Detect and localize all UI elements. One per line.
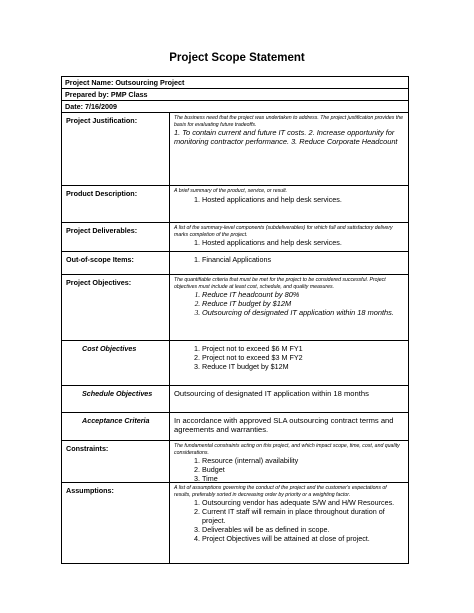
schedule-objectives-text: Outsourcing of designated IT application within 18 months <box>174 389 369 398</box>
acceptance-criteria-label: Acceptance Criteria <box>62 413 170 440</box>
assumptions-row <box>62 483 408 563</box>
list-item: 1. Hosted applications and help desk services. <box>202 195 404 204</box>
list-item: 2. Reduce IT budget by $12M <box>202 299 404 308</box>
list-item: 1. Reduce IT headcount by 80% <box>202 290 404 299</box>
constraints-label: Constraints: <box>62 441 170 482</box>
cost-objectives-value <box>170 341 408 385</box>
project-name-row: Project Name: Outsourcing Project <box>62 77 408 89</box>
deliverables-value <box>170 223 408 251</box>
objectives-label: Project Objectives: <box>62 275 170 340</box>
schedule-objectives-row <box>62 386 408 413</box>
out-of-scope-row <box>62 252 408 275</box>
list-item: 3. Deliverables will be as defined in scope. <box>202 525 404 534</box>
justification-row <box>62 113 408 186</box>
prepared-by-row: Prepared by: PMP Class <box>62 89 408 101</box>
product-row <box>62 186 408 223</box>
list-item: 1. Resource (internal) availability <box>202 456 404 465</box>
deliverables-label: Project Deliverables: <box>62 223 170 251</box>
assumptions-label: Assumptions: <box>62 483 170 563</box>
schedule-objectives-value <box>170 386 408 412</box>
list-item: 4. Project Objectives will be attained at close of project. <box>202 534 404 543</box>
acceptance-criteria-row <box>62 413 408 441</box>
acceptance-criteria-text: In accordance with approved SLA outsourcing contract terms and agreements and warranties. <box>174 416 394 434</box>
objectives-guide: The quantifiable criteria that must be met for the project to be considered successful. Project objectives must include at least cost, schedule, and quality measures. <box>174 277 386 290</box>
cost-objectives-row <box>62 341 408 386</box>
acceptance-criteria-value <box>170 413 408 440</box>
list-item: 3. Time <box>202 474 404 483</box>
product-value <box>170 186 408 222</box>
constraints-guide: The fundamental constraints acting on this project, and which impact scope, time, cost, and quality considerations. <box>174 443 400 456</box>
list-item: 1. Outsourcing vendor has adequate S/W and H/W Resources. <box>202 498 404 507</box>
constraints-row <box>62 441 408 483</box>
scope-statement-table <box>61 76 409 564</box>
objectives-row <box>62 275 408 341</box>
justification-value <box>170 113 408 185</box>
list-item: 2. Current IT staff will remain in place throughout duration of project. <box>202 507 404 525</box>
list-item: 1. Project not to exceed $6 M FY1 <box>202 344 404 353</box>
page-title: Project Scope Statement <box>169 52 305 64</box>
justification-text: 1. To contain current and future IT costs. 2. Increase opportunity for monitoring contractor performance. 3. Reduce Corporate Headcount <box>174 128 398 146</box>
assumptions-value <box>170 483 408 563</box>
justification-label: Project Justification: <box>62 113 170 185</box>
date-row: Date: 7/16/2009 <box>62 101 408 113</box>
product-guide: A brief summary of the product, service, or result. <box>174 188 288 194</box>
product-label: Product Description: <box>62 186 170 222</box>
deliverables-row <box>62 223 408 252</box>
out-of-scope-value <box>170 252 408 274</box>
list-item: 2. Budget <box>202 465 404 474</box>
constraints-value <box>170 441 408 482</box>
list-item: 1. Financial Applications <box>202 255 404 264</box>
list-item: 3. Reduce IT budget by $12M <box>202 362 404 371</box>
deliverables-guide: A list of the summary-level components (subdeliverables) for which full and satisfactory delivery marks completion of the project. <box>174 225 393 238</box>
schedule-objectives-label: Schedule Objectives <box>62 386 170 412</box>
objectives-value <box>170 275 408 340</box>
list-item: 2. Project not to exceed $3 M FY2 <box>202 353 404 362</box>
out-of-scope-label: Out-of-scope Items: <box>62 252 170 274</box>
list-item: 1. Hosted applications and help desk services. <box>202 238 404 247</box>
justification-guide: The business need that the project was undertaken to address. The project justification provides the basis for evaluating future tradeoffs. <box>174 115 403 128</box>
assumptions-guide: A list of assumptions governing the conduct of the project and the customer's expectations of results, preferably sorted in decreasing order by priority or a weighting factor. <box>174 485 387 498</box>
list-item: 3. Outsourcing of designated IT application within 18 months. <box>202 308 404 317</box>
cost-objectives-label: Cost Objectives <box>62 341 170 385</box>
